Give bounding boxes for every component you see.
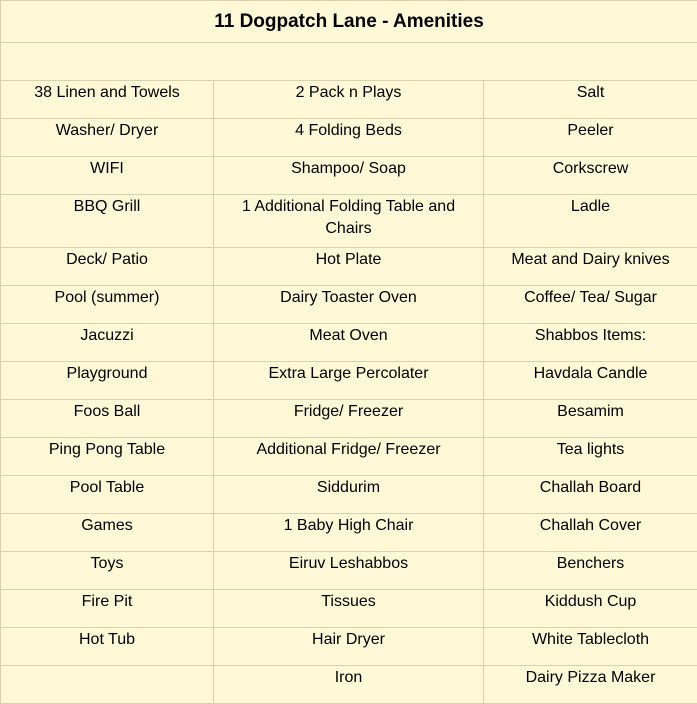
table-cell: Peeler [484, 119, 697, 157]
table-cell: 1 Additional Folding Table and Chairs [214, 195, 484, 248]
table-cell: Tea lights [484, 438, 697, 476]
blank-row [1, 43, 697, 81]
table-row [1, 590, 697, 628]
table-cell: Ladle [484, 195, 697, 248]
table-cell: Meat Oven [214, 324, 484, 362]
table-row [1, 628, 697, 666]
table-cell: 1 Baby High Chair [214, 514, 484, 552]
table-cell: Benchers [484, 552, 697, 590]
table-cell [1, 666, 214, 704]
table-cell: Washer/ Dryer [1, 119, 214, 157]
table-cell: Siddurim [214, 476, 484, 514]
table-row [1, 119, 697, 157]
table-row [1, 552, 697, 590]
table-cell: Foos Ball [1, 400, 214, 438]
title-row [1, 1, 697, 43]
table-cell: Extra Large Percolater [214, 362, 484, 400]
table-row [1, 248, 697, 286]
table-cell: Deck/ Patio [1, 248, 214, 286]
table-cell: Fire Pit [1, 590, 214, 628]
table-cell: Games [1, 514, 214, 552]
table-cell: Tissues [214, 590, 484, 628]
table-cell: Dairy Toaster Oven [214, 286, 484, 324]
table-row [1, 81, 697, 119]
table-cell: Challah Cover [484, 514, 697, 552]
table-row [1, 157, 697, 195]
table-cell: Shampoo/ Soap [214, 157, 484, 195]
table-cell: Pool Table [1, 476, 214, 514]
table-cell: 2 Pack n Plays [214, 81, 484, 119]
table-cell: Challah Board [484, 476, 697, 514]
table-cell: Playground [1, 362, 214, 400]
page-title: 11 Dogpatch Lane - Amenities [1, 1, 697, 43]
table-cell: Fridge/ Freezer [214, 400, 484, 438]
table-cell: Kiddush Cup [484, 590, 697, 628]
table-cell: Hair Dryer [214, 628, 484, 666]
table-cell: Dairy Pizza Maker [484, 666, 697, 704]
table-cell: Pool (summer) [1, 286, 214, 324]
table-cell: Besamim [484, 400, 697, 438]
table-cell: Meat and Dairy knives [484, 248, 697, 286]
table-cell: Corkscrew [484, 157, 697, 195]
table-cell: Coffee/ Tea/ Sugar [484, 286, 697, 324]
table-cell: Salt [484, 81, 697, 119]
table-cell: White Tablecloth [484, 628, 697, 666]
table-row [1, 514, 697, 552]
table-cell: Hot Plate [214, 248, 484, 286]
table-cell: BBQ Grill [1, 195, 214, 248]
table-row [1, 476, 697, 514]
table-row [1, 438, 697, 476]
table-row [1, 324, 697, 362]
table-cell: WIFI [1, 157, 214, 195]
table-cell: 4 Folding Beds [214, 119, 484, 157]
table-cell: Additional Fridge/ Freezer [214, 438, 484, 476]
table-row [1, 195, 697, 248]
table-cell: Iron [214, 666, 484, 704]
table-row [1, 666, 697, 704]
table-cell: Toys [1, 552, 214, 590]
table-cell: 38 Linen and Towels [1, 81, 214, 119]
table-row [1, 286, 697, 324]
table-row [1, 400, 697, 438]
table-cell: Eiruv Leshabbos [214, 552, 484, 590]
table-cell: Havdala Candle [484, 362, 697, 400]
table-cell: Ping Pong Table [1, 438, 214, 476]
blank-cell [1, 43, 697, 81]
table-cell: Shabbos Items: [484, 324, 697, 362]
table-row [1, 362, 697, 400]
table-cell: Jacuzzi [1, 324, 214, 362]
table-cell: Hot Tub [1, 628, 214, 666]
